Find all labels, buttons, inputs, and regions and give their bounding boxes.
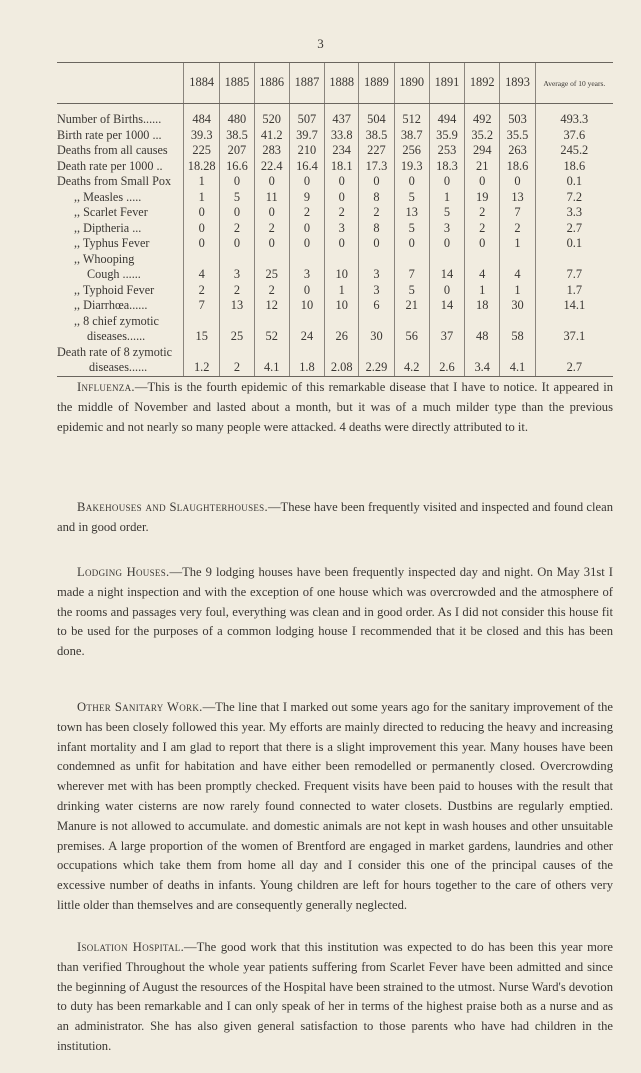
data-cell: 30 — [500, 298, 535, 314]
average-cell: 18.6 — [535, 159, 613, 175]
data-cell: 9 — [289, 190, 324, 206]
data-cell: 24 — [289, 329, 324, 345]
empty-cell — [500, 252, 535, 268]
data-cell: 263 — [500, 143, 535, 159]
year-header: 1891 — [429, 63, 464, 104]
table-row — [57, 314, 613, 330]
data-cell: 0 — [220, 236, 254, 252]
data-cell: 13 — [220, 298, 254, 314]
empty-cell — [500, 345, 535, 361]
empty-cell — [325, 345, 359, 361]
empty-cell — [184, 252, 220, 268]
data-cell: 5 — [394, 221, 429, 237]
average-cell: 0.1 — [535, 174, 613, 190]
data-cell: 0 — [289, 283, 324, 299]
section-heading: Bakehouses and Slaughterhouses. — [77, 500, 268, 514]
table-row — [57, 205, 613, 221]
data-cell: 33.8 — [325, 128, 359, 144]
empty-cell — [465, 314, 500, 330]
page-number: 3 — [317, 36, 324, 51]
average-cell: 37.1 — [535, 329, 613, 345]
data-cell: 0 — [429, 283, 464, 299]
data-cell: 8 — [359, 221, 394, 237]
data-cell: 5 — [429, 205, 464, 221]
section-text: —The line that I marked out some years ago for the sanitary improvement of the town has been closely followed this year. My efforts are mainly directed to reducing the heavy and increasing infant mortality and I am glad to report that there is a slight improvement this year. Many houses have been condemned as unfit for habitation and have either been remodelled or permanently closed. Overcrowding wherever met with has been promptly checked. Frequent visits have been paid to houses with the result that drinking water cisterns are now rarely found connected to water closets. Dustbins are regularly emptied. Manure is not allowed to accumulate. and domestic animals are not kept in wash houses and other unsuitable premises. A large proportion of the women of Brentford are engaged in market gardens, laundries and other occupations which take them from home all day and I consider this one of the principal causes of the excessive number of deaths in infants. Young children are left for hours together to the care of others very little older than themselves and are consequently generally neglected. — [57, 700, 613, 912]
data-cell: 7 — [394, 267, 429, 283]
row-label: ,, Typhus Fever — [74, 236, 150, 250]
spacer-cell — [535, 104, 613, 113]
data-cell: 48 — [465, 329, 500, 345]
empty-cell — [289, 345, 324, 361]
data-cell: 494 — [429, 112, 464, 128]
data-cell: 256 — [394, 143, 429, 159]
spacer-cell — [289, 104, 324, 113]
data-cell: 13 — [394, 205, 429, 221]
empty-cell — [429, 345, 464, 361]
data-cell: 25 — [220, 329, 254, 345]
data-cell: 1.2 — [184, 360, 220, 376]
data-cell: 2 — [220, 360, 254, 376]
data-cell: 0 — [289, 174, 324, 190]
table-row — [57, 112, 613, 128]
data-cell: 0 — [220, 205, 254, 221]
section-text: —The 9 lodging houses have been frequently inspected day and night. On May 31st I made a night inspection and with the exception of one house which was overcrowded and the atmosphere of the rooms and passages very foul, everything was clean and in good order. As I did not consider this house fit to be used for the purposes of a common lodging house I recommended that it be closed and this has been done. — [57, 565, 613, 659]
data-cell: 0 — [220, 174, 254, 190]
data-cell: 13 — [500, 190, 535, 206]
average-header: Average of 10 years. — [535, 63, 613, 104]
data-cell: 21 — [465, 159, 500, 175]
data-cell: 1 — [184, 190, 220, 206]
year-header: 1884 — [184, 63, 220, 104]
data-cell: 11 — [254, 190, 289, 206]
table-row — [57, 329, 613, 345]
table-body — [57, 104, 613, 377]
row-label: ,, Typhoid Fever — [74, 282, 155, 297]
data-cell: 0 — [289, 221, 324, 237]
spacer-cell — [500, 104, 535, 113]
empty-cell — [429, 314, 464, 330]
spacer-cell — [465, 104, 500, 113]
data-cell: 18.3 — [429, 159, 464, 175]
spacer-cell — [184, 104, 220, 113]
data-cell: 512 — [394, 112, 429, 128]
table-row — [57, 128, 613, 144]
data-cell: 3 — [325, 221, 359, 237]
data-cell: 0 — [325, 190, 359, 206]
spacer-cell — [254, 104, 289, 113]
empty-cell — [220, 345, 254, 361]
section-heading: Lodging Houses. — [77, 565, 170, 579]
year-header: 1886 — [254, 63, 289, 104]
data-cell: 22.4 — [254, 159, 289, 175]
data-cell: 3 — [220, 267, 254, 283]
empty-cell — [325, 314, 359, 330]
vital-statistics-table — [57, 62, 613, 377]
data-cell: 4.2 — [394, 360, 429, 376]
data-cell: 15 — [184, 329, 220, 345]
header-blank — [57, 63, 184, 104]
data-cell: 3 — [289, 267, 324, 283]
average-cell: 7.2 — [535, 190, 613, 206]
data-cell: 3 — [359, 267, 394, 283]
row-label: ,, Measles ..... — [74, 189, 142, 204]
data-cell: 484 — [184, 112, 220, 128]
table-row — [57, 360, 613, 376]
data-cell: 0 — [465, 236, 500, 252]
year-header: 1889 — [359, 63, 394, 104]
data-cell: 35.2 — [465, 128, 500, 144]
data-cell: 38.5 — [359, 128, 394, 144]
data-cell: 480 — [220, 112, 254, 128]
section-heading: Influenza. — [77, 380, 135, 394]
data-cell: 37 — [429, 329, 464, 345]
data-cell: 2 — [500, 221, 535, 237]
empty-cell — [220, 252, 254, 268]
empty-cell — [289, 314, 324, 330]
data-cell: 4 — [500, 267, 535, 283]
empty-cell — [465, 345, 500, 361]
data-cell: 520 — [254, 112, 289, 128]
data-cell: 21 — [394, 298, 429, 314]
empty-cell — [220, 314, 254, 330]
empty-cell — [394, 314, 429, 330]
data-cell: 7 — [184, 298, 220, 314]
data-cell: 0 — [184, 205, 220, 221]
data-cell: 1 — [500, 283, 535, 299]
average-cell: 14.1 — [535, 298, 613, 314]
average-cell: 2.7 — [535, 360, 613, 376]
data-cell: 492 — [465, 112, 500, 128]
data-cell: 4.1 — [254, 360, 289, 376]
empty-cell — [359, 345, 394, 361]
empty-cell — [359, 314, 394, 330]
data-cell: 39.7 — [289, 128, 324, 144]
empty-cell — [394, 345, 429, 361]
data-cell: 5 — [220, 190, 254, 206]
data-cell: 2 — [289, 205, 324, 221]
other-sanitary-work-section — [57, 698, 613, 916]
data-cell: 0 — [394, 174, 429, 190]
data-cell: 0 — [254, 236, 289, 252]
section-text: —These have been frequently visited and inspected and found clean and in good order. — [57, 500, 613, 534]
data-cell: 4 — [184, 267, 220, 283]
data-cell: 2 — [465, 221, 500, 237]
data-cell: 253 — [429, 143, 464, 159]
data-cell: 0 — [254, 205, 289, 221]
data-cell: 225 — [184, 143, 220, 159]
data-cell: 0 — [359, 236, 394, 252]
data-cell: 0 — [325, 174, 359, 190]
data-cell: 17.3 — [359, 159, 394, 175]
table-row — [57, 345, 613, 361]
data-cell: 1.8 — [289, 360, 324, 376]
data-cell: 503 — [500, 112, 535, 128]
row-label: ,, Diarrhœa...... — [74, 298, 148, 312]
lodging-houses-section — [57, 563, 613, 662]
data-cell: 6 — [359, 298, 394, 314]
data-cell: 14 — [429, 267, 464, 283]
data-cell: 2 — [220, 221, 254, 237]
data-cell: 10 — [325, 298, 359, 314]
data-cell: 3 — [429, 221, 464, 237]
data-cell: 5 — [394, 283, 429, 299]
data-cell: 19 — [465, 190, 500, 206]
year-header: 1892 — [465, 63, 500, 104]
data-cell: 0 — [429, 236, 464, 252]
data-cell: 0 — [429, 174, 464, 190]
empty-cell — [325, 252, 359, 268]
data-cell: 2.29 — [359, 360, 394, 376]
data-cell: 2 — [325, 205, 359, 221]
spacer-cell — [325, 104, 359, 113]
data-cell: 35.5 — [500, 128, 535, 144]
data-cell: 0 — [359, 174, 394, 190]
empty-cell — [535, 252, 613, 268]
empty-cell — [184, 314, 220, 330]
data-cell: 210 — [289, 143, 324, 159]
data-cell: 52 — [254, 329, 289, 345]
data-cell: 2.6 — [429, 360, 464, 376]
empty-cell — [184, 345, 220, 361]
section-text: —This is the fourth epidemic of this remarkable disease that I have to notice. It appeared in the middle of November and lasted about a month, but it was of a much milder type than the previous epidemic and not nearly so many people were attacked. 4 deaths were directly attributed to it. — [57, 380, 613, 434]
data-cell: 18 — [465, 298, 500, 314]
data-cell: 207 — [220, 143, 254, 159]
empty-cell — [254, 345, 289, 361]
isolation-hospital-section — [57, 938, 613, 1057]
table-row — [57, 298, 613, 314]
data-cell: 10 — [289, 298, 324, 314]
data-cell: 0 — [325, 236, 359, 252]
data-cell: 294 — [465, 143, 500, 159]
average-cell: 245.2 — [535, 143, 613, 159]
data-cell: 38.7 — [394, 128, 429, 144]
data-cell: 58 — [500, 329, 535, 345]
row-label: Deaths from Small Pox — [57, 174, 172, 188]
average-cell: 37.6 — [535, 128, 613, 144]
influenza-section — [57, 378, 613, 437]
section-heading: Isolation Hospital. — [77, 940, 185, 954]
data-cell: 30 — [359, 329, 394, 345]
average-cell: 3.3 — [535, 205, 613, 221]
row-label: Death rate per 1000 .. — [57, 158, 163, 173]
row-label-continued: diseases...... — [57, 360, 184, 376]
data-cell: 0 — [500, 174, 535, 190]
average-cell: 0.1 — [535, 236, 613, 252]
table-row — [57, 221, 613, 237]
data-cell: 10 — [325, 267, 359, 283]
row-label: Deaths from all causes — [57, 143, 168, 157]
spacer-cell — [429, 104, 464, 113]
data-cell: 18.28 — [184, 159, 220, 175]
table-row — [57, 236, 613, 252]
data-cell: 41.2 — [254, 128, 289, 144]
data-cell: 3 — [359, 283, 394, 299]
bakehouses-section — [57, 498, 613, 538]
data-cell: 14 — [429, 298, 464, 314]
table-row — [57, 190, 613, 206]
data-cell: 3.4 — [465, 360, 500, 376]
data-cell: 0 — [394, 236, 429, 252]
data-cell: 0 — [465, 174, 500, 190]
empty-cell — [465, 252, 500, 268]
data-cell: 4.1 — [500, 360, 535, 376]
empty-cell — [254, 252, 289, 268]
table-row — [57, 143, 613, 159]
data-cell: 8 — [359, 190, 394, 206]
row-label: ,, 8 chief zymotic — [74, 313, 159, 328]
data-cell: 1 — [325, 283, 359, 299]
spacer-cell — [220, 104, 254, 113]
spacer-cell — [57, 104, 184, 113]
data-cell: 283 — [254, 143, 289, 159]
year-header: 1887 — [289, 63, 324, 104]
data-cell: 234 — [325, 143, 359, 159]
row-label: Death rate of 8 zymotic — [57, 344, 173, 359]
empty-cell — [500, 314, 535, 330]
spacer-cell — [359, 104, 394, 113]
empty-cell — [535, 314, 613, 330]
data-cell: 56 — [394, 329, 429, 345]
data-cell: 5 — [394, 190, 429, 206]
data-cell: 1 — [500, 236, 535, 252]
data-cell: 2 — [254, 221, 289, 237]
data-cell: 26 — [325, 329, 359, 345]
row-label: ,, Diptheria ... — [74, 220, 142, 235]
year-header: 1890 — [394, 63, 429, 104]
data-cell: 2.08 — [325, 360, 359, 376]
data-cell: 437 — [325, 112, 359, 128]
empty-cell — [289, 252, 324, 268]
data-cell: 2 — [254, 283, 289, 299]
data-cell: 18.6 — [500, 159, 535, 175]
row-label: ,, Scarlet Fever — [74, 205, 148, 219]
data-cell: 19.3 — [394, 159, 429, 175]
data-cell: 1 — [184, 174, 220, 190]
table-row — [57, 252, 613, 268]
year-header: 1893 — [500, 63, 535, 104]
row-label: Birth rate per 1000 ... — [57, 127, 162, 142]
empty-cell — [429, 252, 464, 268]
year-header: 1885 — [220, 63, 254, 104]
data-cell: 0 — [289, 236, 324, 252]
year-header: 1888 — [325, 63, 359, 104]
row-label-continued: Cough ...... — [87, 267, 141, 281]
data-cell: 2 — [465, 205, 500, 221]
data-cell: 2 — [359, 205, 394, 221]
data-cell: 35.9 — [429, 128, 464, 144]
table-row — [57, 267, 613, 283]
data-cell: 18.1 — [325, 159, 359, 175]
data-cell: 2 — [220, 283, 254, 299]
table-header-row — [57, 63, 613, 104]
section-text: —The good work that this institution was expected to do has been this year more than verified Throughout the whole year patients suffering from Scarlet Fever have been admitted and since the beginning of August the resources of the Hospital have been strained to the utmost. Nurse Ward's devotion to duty has been remarkable and I can only speak of her in terms of the highest praise both as a nurse and as an administrator. She has also given general satisfaction to those parents who have had children in the institution. — [57, 940, 613, 1053]
data-cell: 227 — [359, 143, 394, 159]
data-cell: 1 — [465, 283, 500, 299]
average-cell: 7.7 — [535, 267, 613, 283]
data-cell: 504 — [359, 112, 394, 128]
table-row — [57, 159, 613, 175]
data-cell: 16.6 — [220, 159, 254, 175]
row-label: Number of Births...... — [57, 112, 162, 126]
table-row — [57, 283, 613, 299]
empty-cell — [535, 345, 613, 361]
section-heading: Other Sanitary Work. — [77, 700, 203, 714]
row-label: ,, Whooping — [74, 251, 135, 266]
table-spacer-row — [57, 104, 613, 113]
data-cell: 7 — [500, 205, 535, 221]
data-cell: 507 — [289, 112, 324, 128]
data-cell: 39.3 — [184, 128, 220, 144]
empty-cell — [359, 252, 394, 268]
empty-cell — [394, 252, 429, 268]
empty-cell — [254, 314, 289, 330]
data-cell: 0 — [184, 236, 220, 252]
data-cell: 38.5 — [220, 128, 254, 144]
data-cell: 0 — [184, 221, 220, 237]
data-cell: 4 — [465, 267, 500, 283]
average-cell: 2.7 — [535, 221, 613, 237]
data-cell: 16.4 — [289, 159, 324, 175]
table-row — [57, 174, 613, 190]
data-cell: 1 — [429, 190, 464, 206]
data-cell: 12 — [254, 298, 289, 314]
data-cell: 0 — [254, 174, 289, 190]
spacer-cell — [394, 104, 429, 113]
average-cell: 1.7 — [535, 283, 613, 299]
data-cell: 25 — [254, 267, 289, 283]
average-cell: 493.3 — [535, 112, 613, 128]
row-label-continued: diseases...... — [87, 329, 146, 343]
data-cell: 2 — [184, 283, 220, 299]
